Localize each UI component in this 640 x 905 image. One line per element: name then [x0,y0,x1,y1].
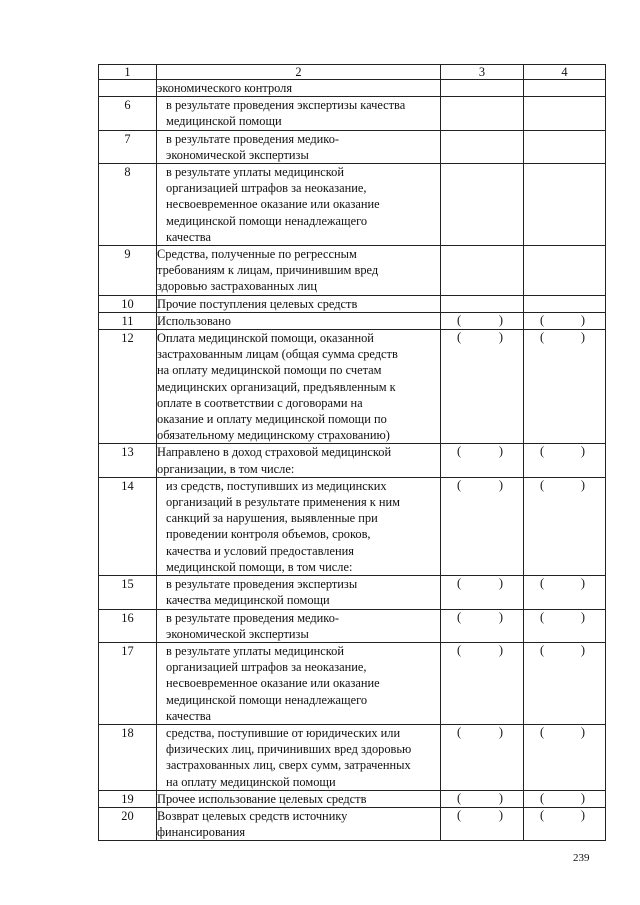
description-line: финансирования [157,825,246,840]
description-line: организацией штрафов за неоказание, [166,660,367,675]
description-line: Направлено в доход страховой медицинской [157,445,392,460]
row-number: 17 [99,642,157,724]
parenthesized-value [524,478,605,493]
description-line: Возврат целевых средств источнику [157,808,348,823]
description-line: организацией штрафов за неоказание, [166,181,367,196]
close-paren: ) [580,790,585,805]
col-4-value [524,164,606,246]
description-line: качества и условий предоставления [166,543,354,558]
col-3-value [441,295,524,312]
table-row [99,790,606,807]
description-line: физических лиц, причинивших вред здоровью [166,742,412,757]
row-description [157,246,441,296]
description-line: Прочие поступления целевых средств [157,296,358,311]
row-description [157,312,441,329]
close-paren: ) [498,444,503,459]
page-number: 239 [573,852,590,864]
col-3-value [441,642,524,724]
description-line: застрахованных лиц, сверх сумм, затраченных [166,758,411,773]
row-description [157,790,441,807]
parenthesized-value [441,725,523,740]
open-paren: ( [457,444,462,459]
description-line: в результате проведения медико- [166,610,340,625]
parenthesized-value [441,808,523,823]
row-number: 15 [99,576,157,609]
header-col-2: 2 [157,65,441,80]
table-row [99,246,606,296]
col-3-value [441,807,524,840]
description-line: в результате проведения экспертизы [166,577,358,592]
close-paren: ) [498,724,503,739]
header-col-1: 1 [99,65,157,80]
col-3-value [441,246,524,296]
description-line: Прочее использование целевых средств [157,791,367,806]
form-table [98,64,606,841]
col-3-value [441,576,524,609]
col-3-value [441,164,524,246]
col-3-value [441,444,524,477]
open-paren: ( [457,642,462,657]
description-line: медицинской помощи, в том числе: [166,559,353,574]
table-row [99,724,606,790]
col-4-value [524,609,606,642]
table-row [99,164,606,246]
open-paren: ( [457,807,462,822]
table-row [99,130,606,163]
description-line: на оплату медицинской помощи [166,774,336,789]
col-4-value [524,477,606,575]
col-4-value [524,246,606,296]
description-line: здоровью застрахованных лиц [157,279,318,294]
description-line: в результате проведения медико- [166,131,340,146]
description-line: качества медицинской помощи [166,593,330,608]
col-3-value [441,130,524,163]
open-paren: ( [540,477,545,492]
close-paren: ) [498,312,503,327]
parenthesized-value [524,444,605,459]
parenthesized-value [524,610,605,625]
parenthesized-value [441,330,523,345]
table-row [99,312,606,329]
row-number: 9 [99,246,157,296]
table-row [99,642,606,724]
table-row [99,97,606,130]
table-row [99,295,606,312]
col-4-value [524,642,606,724]
row-number: 16 [99,609,157,642]
table-row [99,576,606,609]
description-line: медицинской помощи ненадлежащего [166,692,368,707]
open-paren: ( [457,790,462,805]
close-paren: ) [498,609,503,624]
description-line: экономического контроля [157,81,293,95]
col-4-value [524,724,606,790]
description-line: в результате уплаты медицинской [166,643,344,658]
col-3-value [441,724,524,790]
open-paren: ( [457,576,462,591]
parenthesized-value [441,444,523,459]
description-line: проведении контроля объемов, сроков, [166,527,371,542]
parenthesized-value [524,808,605,823]
description-line: оказание и оплату медицинской помощи по [157,412,387,427]
row-number: 7 [99,130,157,163]
close-paren: ) [498,330,503,345]
close-paren: ) [580,576,585,591]
parenthesized-value [441,313,523,328]
table-row [99,330,606,444]
row-description [157,444,441,477]
row-description [157,130,441,163]
row-number [99,80,157,97]
description-line: в результате проведения экспертизы качества [166,98,406,113]
description-line: оплате в соответствии с договорами на [157,395,363,410]
table-row [99,477,606,575]
col-3-value [441,330,524,444]
description-line: медицинской помощи [166,114,282,129]
row-number: 20 [99,807,157,840]
description-line: экономической экспертизы [166,626,309,641]
row-description [157,807,441,840]
parenthesized-value [524,576,605,591]
description-line: санкций за нарушения, выявленные при [166,511,378,526]
col-4-value [524,330,606,444]
close-paren: ) [580,642,585,657]
col-3-value [441,80,524,97]
close-paren: ) [580,609,585,624]
parenthesized-value [524,791,605,806]
close-paren: ) [498,642,503,657]
row-description [157,576,441,609]
open-paren: ( [540,576,545,591]
table-row [99,609,606,642]
header-row [99,65,606,80]
open-paren: ( [540,330,545,345]
open-paren: ( [457,330,462,345]
header-col-3: 3 [441,65,524,80]
open-paren: ( [457,312,462,327]
parenthesized-value [441,478,523,493]
description-line: качества [166,229,211,244]
col-4-value [524,807,606,840]
row-description [157,609,441,642]
row-description [157,97,441,130]
parenthesized-value [524,643,605,658]
description-line: медицинской помощи ненадлежащего [166,213,368,228]
open-paren: ( [540,609,545,624]
row-description [157,642,441,724]
row-number: 10 [99,295,157,312]
description-line: качества [166,708,211,723]
parenthesized-value [524,725,605,740]
close-paren: ) [580,444,585,459]
description-line: требованиям к лицам, причинившим вред [157,263,379,278]
parenthesized-value [441,610,523,625]
col-4-value [524,80,606,97]
description-line: несвоевременное оказание или оказание [166,197,380,212]
description-line: Использовано [157,313,231,328]
close-paren: ) [580,724,585,739]
col-3-value [441,609,524,642]
row-description [157,295,441,312]
row-description [157,477,441,575]
close-paren: ) [498,807,503,822]
row-number: 13 [99,444,157,477]
row-number: 8 [99,164,157,246]
row-number: 12 [99,330,157,444]
col-3-value [441,790,524,807]
open-paren: ( [457,477,462,492]
row-description [157,80,441,97]
parenthesized-value [441,576,523,591]
row-number: 11 [99,312,157,329]
open-paren: ( [457,609,462,624]
description-line: обязательному медицинскому страхованию) [157,428,390,443]
col-4-value [524,295,606,312]
description-line: из средств, поступивших из медицинских [166,478,387,493]
col-3-value [441,477,524,575]
row-number: 14 [99,477,157,575]
close-paren: ) [580,477,585,492]
close-paren: ) [498,477,503,492]
row-description [157,330,441,444]
col-3-value [441,97,524,130]
open-paren: ( [457,724,462,739]
open-paren: ( [540,724,545,739]
parenthesized-value [524,330,605,345]
col-3-value [441,312,524,329]
description-line: несвоевременное оказание или оказание [166,676,380,691]
row-description [157,164,441,246]
open-paren: ( [540,444,545,459]
open-paren: ( [540,312,545,327]
description-line: организации, в том числе: [157,461,295,476]
description-line: застрахованным лицам (общая сумма средств [157,347,398,362]
close-paren: ) [580,807,585,822]
col-4-value [524,444,606,477]
row-number: 19 [99,790,157,807]
col-4-value [524,576,606,609]
table-row [99,444,606,477]
open-paren: ( [540,790,545,805]
col-4-value [524,790,606,807]
table-row [99,80,606,97]
description-line: Средства, полученные по регрессным [157,247,357,262]
parenthesized-value [441,791,523,806]
open-paren: ( [540,807,545,822]
close-paren: ) [498,790,503,805]
description-line: средства, поступившие от юридических или [166,725,401,740]
parenthesized-value [441,643,523,658]
description-line: на оплату медицинской помощи по счетам [157,363,382,378]
description-line: организаций в результате применения к ним [166,495,401,510]
col-4-value [524,130,606,163]
row-number: 6 [99,97,157,130]
description-line: Оплата медицинской помощи, оказанной [157,331,374,346]
row-number: 18 [99,724,157,790]
description-line: медицинских организаций, предъявленным к [157,379,396,394]
description-line: экономической экспертизы [166,147,309,162]
close-paren: ) [498,576,503,591]
parenthesized-value [524,313,605,328]
table-row [99,807,606,840]
row-description [157,724,441,790]
description-line: в результате уплаты медицинской [166,165,344,180]
open-paren: ( [540,642,545,657]
col-4-value [524,97,606,130]
close-paren: ) [580,330,585,345]
close-paren: ) [580,312,585,327]
header-col-4: 4 [524,65,606,80]
col-4-value [524,312,606,329]
